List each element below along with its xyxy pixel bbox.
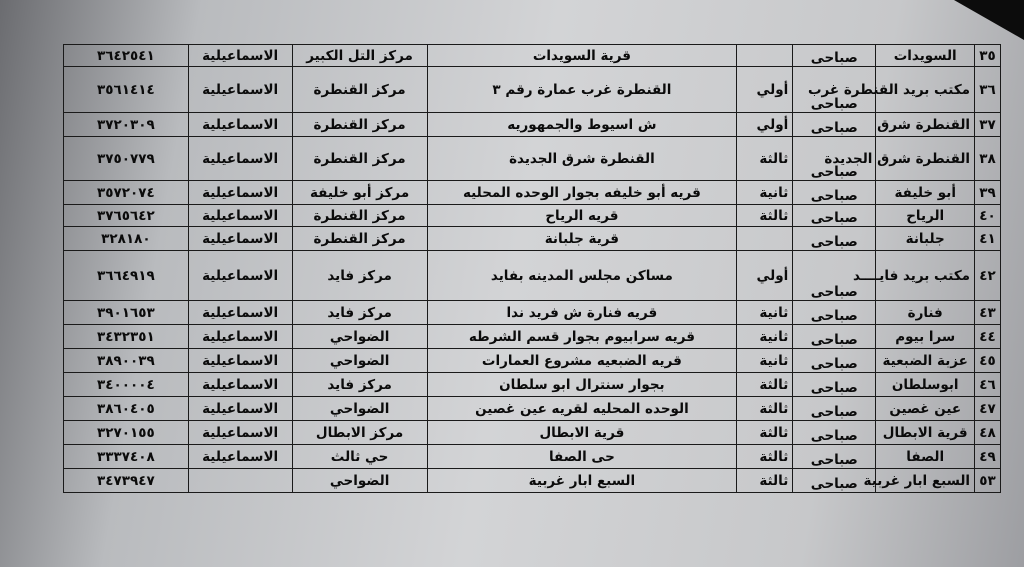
cell-office-name: عزبة الضبعية xyxy=(876,349,975,373)
cell-office-name: الصفا xyxy=(876,445,975,469)
cell-address: قرية الابطال xyxy=(427,421,737,445)
table-row xyxy=(64,45,1001,67)
cell-center: الضواحي xyxy=(292,349,427,373)
cell-row-number: ٤٧ xyxy=(975,397,1001,421)
table-row xyxy=(64,373,1001,397)
cell-grade: ثالثة xyxy=(737,421,793,445)
cell-row-number: ٤١ xyxy=(975,227,1001,251)
cell-center: مركز فايد xyxy=(292,251,427,301)
cell-shift: صباحى xyxy=(793,227,876,251)
cell-phone: ٣٣٣٧٤٠٨ xyxy=(64,445,189,469)
cell-address: بجوار سنترال ابو سلطان xyxy=(427,373,737,397)
cell-phone: ٣٤٣٢٣٥١ xyxy=(64,325,189,349)
cell-address: قريه أبو خليفه بجوار الوحده المحليه xyxy=(427,181,737,205)
cell-grade xyxy=(737,45,793,67)
cell-governorate: الاسماعيلية xyxy=(188,325,292,349)
cell-office-name: أبو خليفة xyxy=(876,181,975,205)
cell-governorate: الاسماعيلية xyxy=(188,227,292,251)
cell-governorate: الاسماعيلية xyxy=(188,113,292,137)
cell-row-number: ٤٩ xyxy=(975,445,1001,469)
cell-office-name: عين غصين xyxy=(876,397,975,421)
cell-office-name: الرياح xyxy=(876,205,975,227)
cell-row-number: ٤٣ xyxy=(975,301,1001,325)
cell-address: قريه فنارة ش فريد ندا xyxy=(427,301,737,325)
cell-governorate: الاسماعيلية xyxy=(188,373,292,397)
cell-row-number: ٥٣ xyxy=(975,469,1001,493)
cell-shift: صباحى xyxy=(793,373,876,397)
table-row xyxy=(64,227,1001,251)
cell-address: قرية جلبانة xyxy=(427,227,737,251)
cell-shift: صباحى xyxy=(793,349,876,373)
table-row xyxy=(64,205,1001,227)
table-row xyxy=(64,349,1001,373)
cell-office-name: سرا بيوم xyxy=(876,325,975,349)
cell-row-number: ٤٤ xyxy=(975,325,1001,349)
table-row xyxy=(64,251,1001,301)
cell-address: قريه سرابيوم بجوار قسم الشرطه xyxy=(427,325,737,349)
cell-office-name: السبع ابار غربية xyxy=(876,469,975,493)
cell-phone: ٣٧٥٠٧٧٩ xyxy=(64,137,189,181)
table-row xyxy=(64,325,1001,349)
cell-grade: ثالثة xyxy=(737,397,793,421)
cell-phone: ٣٧٢٠٣٠٩ xyxy=(64,113,189,137)
cell-grade: ثانية xyxy=(737,301,793,325)
cell-phone: ٣٦٦٤٩١٩ xyxy=(64,251,189,301)
cell-center: مركز فايد xyxy=(292,301,427,325)
cell-office-name: القنطرة شرق xyxy=(876,113,975,137)
cell-address: قريه الضبعيه مشروع العمارات xyxy=(427,349,737,373)
cell-phone: ٣٦٤٢٥٤١ xyxy=(64,45,189,67)
cell-office-name: قرية الابطال xyxy=(876,421,975,445)
cell-office-name: ابوسلطان xyxy=(876,373,975,397)
cell-address: قريه الرياح xyxy=(427,205,737,227)
cell-address: ش اسيوط والجمهوريه xyxy=(427,113,737,137)
cell-row-number: ٣٩ xyxy=(975,181,1001,205)
table-body xyxy=(64,45,1001,493)
cell-governorate: الاسماعيلية xyxy=(188,349,292,373)
cell-phone: ٣٧٦٥٦٤٢ xyxy=(64,205,189,227)
cell-center: مركز القنطرة xyxy=(292,137,427,181)
table-row xyxy=(64,421,1001,445)
cell-office-name: القنطرة شرق الجديدة xyxy=(876,137,975,181)
cell-center: الضواحي xyxy=(292,325,427,349)
cell-shift: صباحى xyxy=(793,67,876,113)
cell-grade: ثانية xyxy=(737,325,793,349)
cell-governorate: الاسماعيلية xyxy=(188,251,292,301)
cell-center: الضواحي xyxy=(292,469,427,493)
cell-address: الوحده المحليه لقريه عين غصين xyxy=(427,397,737,421)
cell-grade: أولي xyxy=(737,67,793,113)
cell-phone: ٣٢٨١٨٠ xyxy=(64,227,189,251)
cell-grade: ثالثة xyxy=(737,373,793,397)
cell-row-number: ٤٦ xyxy=(975,373,1001,397)
cell-governorate: الاسماعيلية xyxy=(188,205,292,227)
cell-phone: ٣٢٧٠١٥٥ xyxy=(64,421,189,445)
cell-row-number: ٣٧ xyxy=(975,113,1001,137)
cell-office-name: مكتب بريد فايــــد xyxy=(876,251,975,301)
cell-phone: ٣٥٧٢٠٧٤ xyxy=(64,181,189,205)
cell-shift: صباحى xyxy=(793,251,876,301)
table-row xyxy=(64,469,1001,493)
cell-shift: صباحى xyxy=(793,205,876,227)
cell-address: السبع ابار غربية xyxy=(427,469,737,493)
cell-grade xyxy=(737,227,793,251)
cell-office-name: مكتب بريد القنطرة غرب xyxy=(876,67,975,113)
cell-center: حي ثالث xyxy=(292,445,427,469)
cell-grade: ثالثة xyxy=(737,469,793,493)
cell-grade: ثالثة xyxy=(737,445,793,469)
cell-shift: صباحى xyxy=(793,469,876,493)
cell-governorate: الاسماعيلية xyxy=(188,137,292,181)
table-row xyxy=(64,137,1001,181)
cell-office-name: السويدات xyxy=(876,45,975,67)
table-row xyxy=(64,397,1001,421)
cell-center: مركز أبو خليفة xyxy=(292,181,427,205)
cell-grade: ثالثة xyxy=(737,205,793,227)
cell-row-number: ٤٢ xyxy=(975,251,1001,301)
cell-shift: صباحى xyxy=(793,301,876,325)
cell-row-number: ٤٨ xyxy=(975,421,1001,445)
table-row xyxy=(64,113,1001,137)
cell-address: حى الصفا xyxy=(427,445,737,469)
cell-grade: ثالثة xyxy=(737,137,793,181)
cell-governorate: الاسماعيلية xyxy=(188,67,292,113)
cell-address: القنطرة شرق الجديدة xyxy=(427,137,737,181)
cell-governorate: الاسماعيلية xyxy=(188,397,292,421)
table-row xyxy=(64,181,1001,205)
cell-row-number: ٣٦ xyxy=(975,67,1001,113)
cell-shift: صباحى xyxy=(793,137,876,181)
cell-governorate xyxy=(188,469,292,493)
cell-row-number: ٤٥ xyxy=(975,349,1001,373)
cell-center: مركز التل الكبير xyxy=(292,45,427,67)
cell-grade: أولي xyxy=(737,251,793,301)
table-row xyxy=(64,67,1001,113)
cell-center: مركز القنطرة xyxy=(292,113,427,137)
cell-center: مركز القنطرة xyxy=(292,67,427,113)
cell-center: مركز الابطال xyxy=(292,421,427,445)
cell-phone: ٣٤٠٠٠٠٤ xyxy=(64,373,189,397)
cell-phone: ٣٥٦١٤١٤ xyxy=(64,67,189,113)
cell-phone: ٣٨٩٠٠٣٩ xyxy=(64,349,189,373)
cell-center: مركز القنطرة xyxy=(292,227,427,251)
cell-governorate: الاسماعيلية xyxy=(188,421,292,445)
table-row xyxy=(64,445,1001,469)
cell-governorate: الاسماعيلية xyxy=(188,301,292,325)
cell-shift: صباحى xyxy=(793,45,876,67)
cell-center: مركز فايد xyxy=(292,373,427,397)
cell-address: مساكن مجلس المدينه بفايد xyxy=(427,251,737,301)
cell-grade: أولي xyxy=(737,113,793,137)
cell-row-number: ٤٠ xyxy=(975,205,1001,227)
cell-governorate: الاسماعيلية xyxy=(188,445,292,469)
cell-shift: صباحى xyxy=(793,445,876,469)
cell-shift: صباحى xyxy=(793,397,876,421)
cell-row-number: ٣٨ xyxy=(975,137,1001,181)
cell-center: مركز القنطرة xyxy=(292,205,427,227)
cell-governorate: الاسماعيلية xyxy=(188,45,292,67)
cell-shift: صباحى xyxy=(793,181,876,205)
cell-grade: ثانية xyxy=(737,181,793,205)
cell-address: القنطرة غرب عمارة رقم ٣ xyxy=(427,67,737,113)
cell-office-name: فنارة xyxy=(876,301,975,325)
cell-row-number: ٣٥ xyxy=(975,45,1001,67)
cell-office-name: جلبانة xyxy=(876,227,975,251)
cell-phone: ٣٨٦٠٤٠٥ xyxy=(64,397,189,421)
table-row xyxy=(64,301,1001,325)
cell-shift: صباحى xyxy=(793,421,876,445)
cell-governorate: الاسماعيلية xyxy=(188,181,292,205)
cell-address: قرية السويدات xyxy=(427,45,737,67)
cell-phone: ٣٤٧٣٩٤٧ xyxy=(64,469,189,493)
cell-shift: صباحى xyxy=(793,113,876,137)
post-office-table xyxy=(63,44,1001,493)
cell-grade: ثانية xyxy=(737,349,793,373)
cell-shift: صباحى xyxy=(793,325,876,349)
cell-center: الضواحي xyxy=(292,397,427,421)
cell-phone: ٣٩٠١٦٥٣ xyxy=(64,301,189,325)
